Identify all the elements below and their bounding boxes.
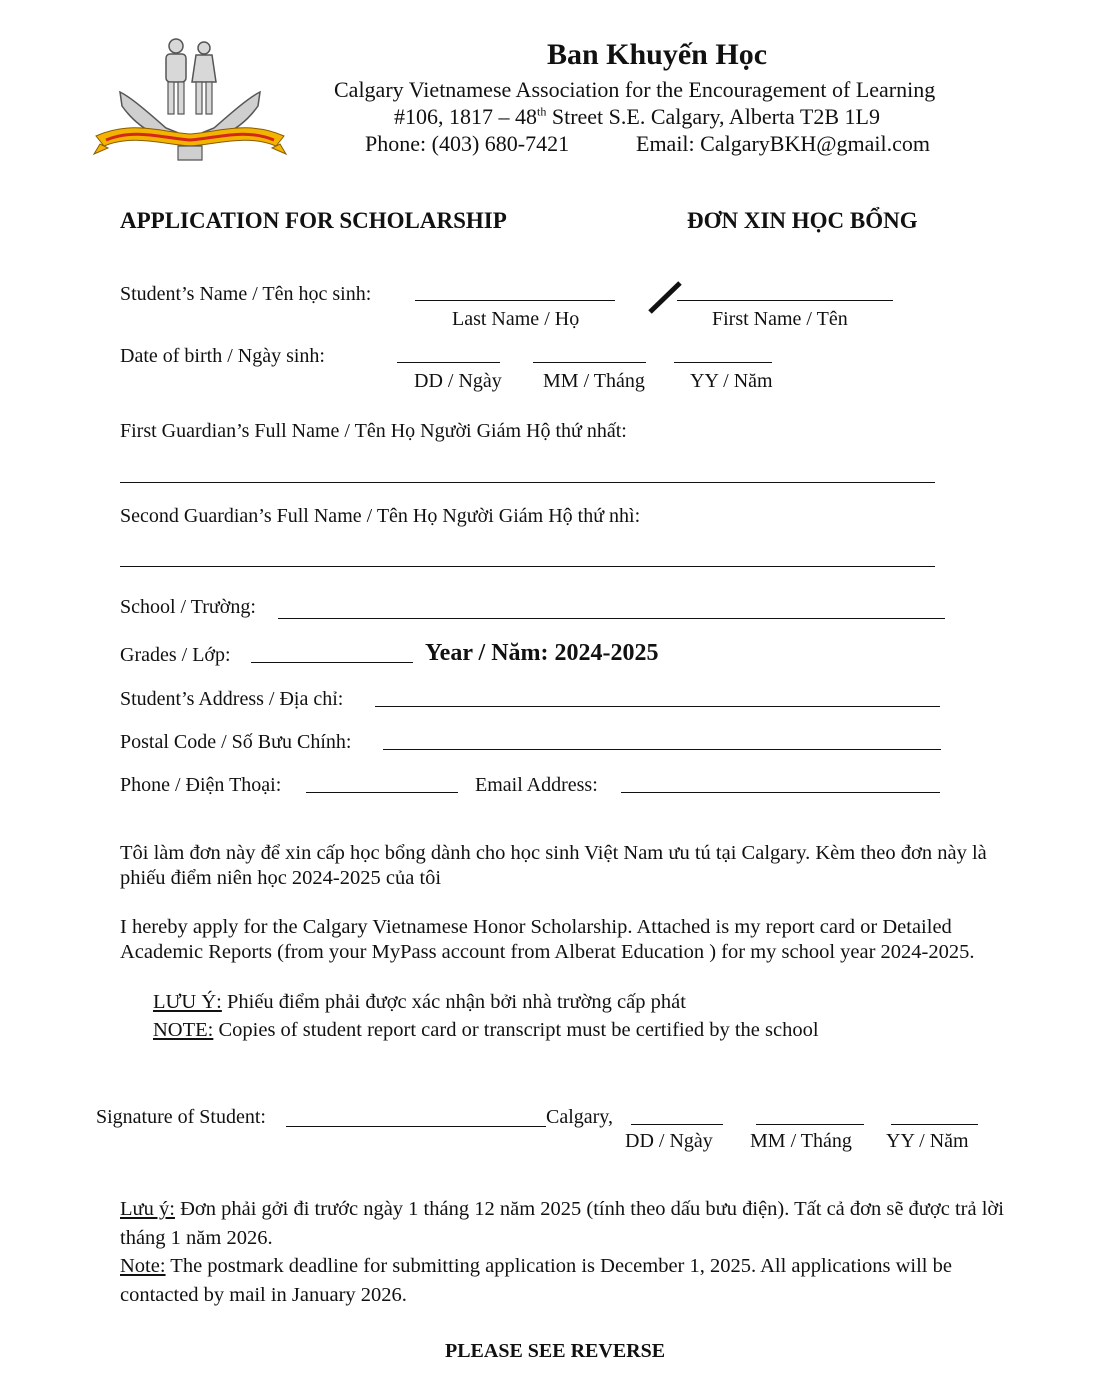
certification-note: NOTE: Copies of student report card or transcript must be certified by the school	[153, 1019, 819, 1041]
dob-label: Date of birth / Ngày sinh:	[120, 345, 325, 367]
org-address: #106, 1817 – 48th Street S.E. Calgary, Alberta T2B 1L9	[394, 104, 880, 129]
address-label: Student’s Address / Địa chỉ:	[120, 688, 344, 710]
slash-divider	[646, 280, 686, 316]
org-name-en: Calgary Vietnamese Association for the Encouragement of Learning	[334, 77, 936, 102]
dob-month-caption: MM / Tháng	[543, 370, 645, 392]
luu-y-note: LƯU Ý: Phiếu điểm phải được xác nhận bởi nhà trường cấp phát	[153, 991, 686, 1013]
phone-field[interactable]	[306, 792, 458, 793]
school-label: School / Trường:	[120, 596, 256, 618]
signature-field[interactable]	[286, 1126, 546, 1127]
statement-vi: Tôi làm đơn này để xin cấp học bổng dành cho học sinh Việt Nam ưu tú tại Calgary. Kèm theo đơn này là phiếu điểm niên học 2024-2025 của tôi	[120, 842, 987, 889]
dob-month-field[interactable]	[533, 362, 646, 363]
address-field[interactable]	[375, 706, 940, 707]
sign-month-caption: MM / Tháng	[750, 1130, 852, 1152]
org-name-vi: Ban Khuyến Học	[546, 38, 768, 71]
form-title-en: APPLICATION FOR SCHOLARSHIP	[120, 208, 507, 233]
sign-year-caption: YY / Năm	[886, 1130, 969, 1152]
sign-day-field[interactable]	[631, 1124, 723, 1125]
grades-field[interactable]	[251, 662, 413, 663]
org-email: Email: CalgaryBKH@gmail.com	[636, 131, 930, 156]
dob-year-field[interactable]	[674, 362, 772, 363]
form-title-vi: ĐƠN XIN HỌC BỔNG	[687, 208, 918, 233]
sign-month-field[interactable]	[756, 1124, 864, 1125]
school-field[interactable]	[278, 618, 945, 619]
last-name-caption: Last Name / Họ	[452, 308, 580, 330]
first-name-field[interactable]	[677, 300, 893, 301]
deadline-note-vi: Lưu ý: Đơn phải gởi đi trước ngày 1 tháng 12 năm 2025 (tính theo dấu bưu điện). Tất cả đơn sẽ được trả lời tháng 1 năm 2026.	[120, 1198, 1004, 1249]
postal-field[interactable]	[383, 749, 941, 750]
guardian1-field[interactable]	[120, 482, 935, 483]
deadline-note-en: Note: The postmark deadline for submitting application is December 1, 2025. All applications will be contacted by mail in January 2026.	[120, 1255, 952, 1306]
first-name-caption: First Name / Tên	[712, 308, 848, 330]
sign-year-field[interactable]	[891, 1124, 978, 1125]
statement-en: I hereby apply for the Calgary Vietnamese Honor Scholarship. Attached is my report card or Detailed Academic Reports (from your MyPass account from Alberat Education ) for my school year 2024-2025.	[120, 916, 975, 963]
last-name-field[interactable]	[415, 300, 615, 301]
phone-label: Phone / Điện Thoại:	[120, 774, 282, 796]
signature-label: Signature of Student:	[96, 1106, 266, 1128]
postal-label: Postal Code / Số Bưu Chính:	[120, 731, 352, 753]
guardian2-field[interactable]	[120, 566, 935, 567]
grades-label: Grades / Lớp:	[120, 644, 231, 666]
email-field[interactable]	[621, 792, 940, 793]
signature-city: Calgary,	[546, 1106, 614, 1128]
guardian2-label: Second Guardian’s Full Name / Tên Họ Người Giám Hộ thứ nhì:	[120, 505, 641, 527]
student-name-label: Student’s Name / Tên học sinh:	[120, 283, 372, 305]
dob-day-caption: DD / Ngày	[414, 370, 502, 392]
school-year: Year / Năm: 2024-2025	[425, 640, 659, 666]
guardian1-label: First Guardian’s Full Name / Tên Họ Người Giám Hộ thứ nhất:	[120, 420, 627, 442]
dob-day-field[interactable]	[397, 362, 500, 363]
see-reverse: PLEASE SEE REVERSE	[445, 1340, 666, 1362]
dob-year-caption: YY / Năm	[690, 370, 773, 392]
ribbon-shape	[96, 128, 284, 146]
sign-day-caption: DD / Ngày	[625, 1130, 713, 1152]
email-label: Email Address:	[475, 774, 598, 796]
org-phone: Phone: (403) 680-7421	[365, 131, 570, 156]
